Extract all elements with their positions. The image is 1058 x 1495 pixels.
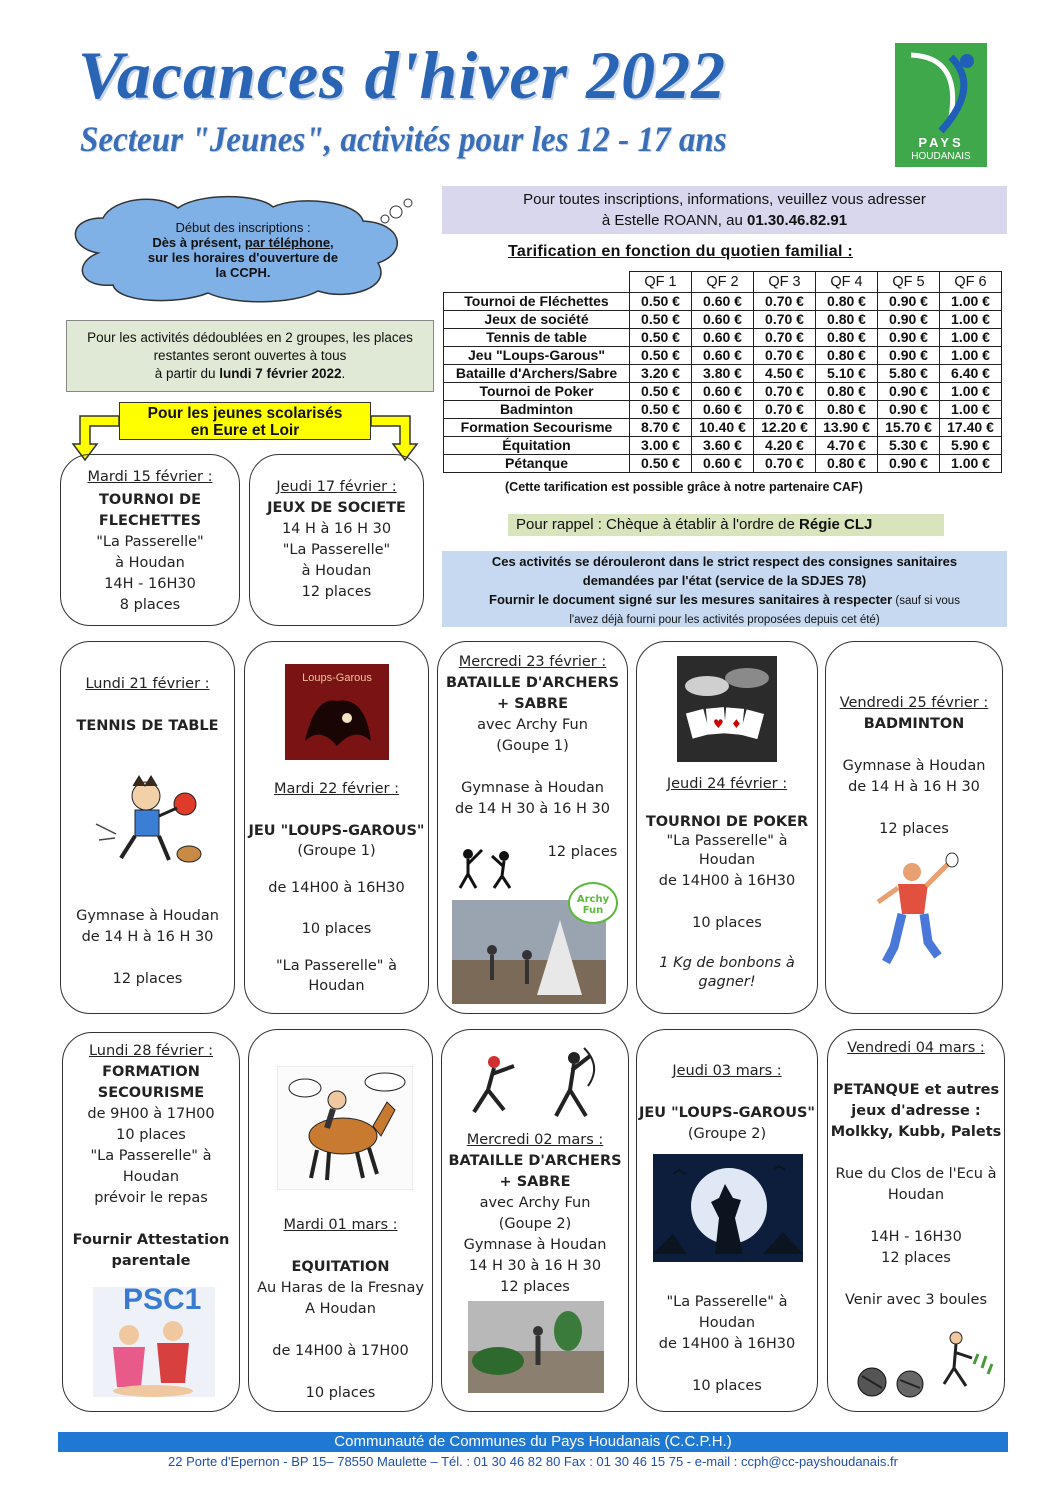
tarif-price: 0.50 € (630, 293, 692, 311)
svg-text:♥: ♥ (713, 717, 724, 731)
petanque-balls-icon (848, 1324, 994, 1400)
footer-address: 22 Porte d'Epernon - BP 15– 78550 Maulette – Tél. : 01 30 46 82 80 Fax : 01 30 46 15 75 - e-mail : ccph@cc-payshoudanais.fr (168, 1454, 898, 1469)
qf-header: QF 3 (754, 272, 816, 293)
tarif-price: 3.60 € (692, 437, 754, 455)
card-places: 8 places (119, 597, 181, 613)
tarif-row (444, 293, 1002, 311)
card-town: Houdan (308, 978, 365, 994)
tarif-row (444, 383, 1002, 401)
card-loups-garous-1 (244, 641, 429, 1014)
card-location: Gymnase à Houdan (463, 1237, 607, 1253)
sanit-line3-small: (sauf si vous (892, 595, 960, 607)
tarif-price: 0.80 € (816, 383, 878, 401)
tarif-price: 0.60 € (692, 293, 754, 311)
cloud-line4: la CCPH. (215, 265, 271, 280)
card-time: de 14 H à 16 H 30 (81, 929, 214, 945)
qf-header: QF 5 (878, 272, 940, 293)
card-title: + SABRE (497, 696, 568, 712)
card-location: Gymnase à Houdan (461, 780, 604, 796)
card-places: 12 places (879, 821, 949, 837)
card-places: 12 places (112, 971, 183, 987)
tarif-price: 0.90 € (878, 293, 940, 311)
tarif-price: 17.40 € (940, 419, 1002, 437)
card-time: de 14H00 à 16H30 (658, 873, 796, 889)
tarif-price: 0.50 € (630, 383, 692, 401)
card-places: 12 places (500, 1279, 570, 1295)
card-location: "La Passerelle" à (666, 833, 788, 849)
card-title: SECOURISME (97, 1085, 205, 1101)
card-title: FLECHETTES (98, 513, 202, 529)
card-jeux-societe (249, 454, 424, 626)
card-places: 10 places (692, 915, 762, 931)
card-time: de 14H00 à 16H30 (268, 880, 405, 896)
tarif-price: 0.70 € (754, 347, 816, 365)
tarif-activity: Tournoi de Fléchettes (444, 293, 630, 311)
card-date: Mercredi 23 février : (458, 654, 607, 670)
card-title: JEUX DE SOCIETE (267, 500, 406, 516)
tarif-corner (444, 272, 630, 293)
card-equitation (248, 1029, 433, 1412)
card-location: Gymnase à Houdan (842, 758, 986, 774)
tarif-price: 0.70 € (754, 455, 816, 473)
tarif-price: 3.00 € (630, 437, 692, 455)
ping-pong-player-icon (91, 774, 206, 874)
card-note: prévoir le repas (94, 1190, 208, 1206)
tarif-price: 0.70 € (754, 329, 816, 347)
note-line3-prefix: à partir du (154, 366, 220, 381)
tarif-price: 0.90 € (878, 455, 940, 473)
box-title: Loups-Garous (302, 672, 372, 684)
card-partner: avec Archy Fun (477, 717, 588, 733)
card-archers-1 (437, 641, 628, 1014)
card-town: Houdan (698, 852, 756, 868)
card-places: 12 places (881, 1250, 951, 1266)
tarif-price: 0.50 € (630, 311, 692, 329)
tarif-price: 0.80 € (816, 311, 878, 329)
card-time: de 14 H 30 à 16 H 30 (455, 801, 610, 817)
pays-houdanais-logo (895, 43, 987, 167)
card-places: 10 places (116, 1127, 186, 1143)
tarif-price: 4.20 € (754, 437, 816, 455)
tarif-row (444, 347, 1002, 365)
first-aid-people-icon (93, 1317, 215, 1397)
card-group: (Groupe 2) (687, 1126, 767, 1142)
groups-note (66, 320, 434, 392)
qf-header: QF 4 (816, 272, 878, 293)
note-date: lundi 7 février 2022 (219, 366, 342, 381)
card-prize: gagner! (698, 974, 756, 990)
card-date: Vendredi 25 février : (839, 695, 989, 711)
tarif-price: 0.70 € (754, 311, 816, 329)
card-places: 12 places (301, 584, 372, 600)
page-subtitle: Secteur "Jeunes", activités pour les 12 - 17 ans (80, 119, 727, 159)
card-archers-2 (441, 1029, 629, 1412)
card-date: Mardi 15 février : (87, 469, 213, 485)
card-places: 12 places (547, 844, 618, 860)
tarif-activity: Formation Secourisme (444, 419, 630, 437)
card-group: (Goupe 2) (498, 1216, 572, 1232)
cloud-line3: sur les horaires d'ouverture de (147, 250, 339, 265)
tarif-price: 5.10 € (816, 365, 878, 383)
card-title: PETANQUE et autres (832, 1082, 1000, 1098)
tarif-price: 1.00 € (940, 311, 1002, 329)
card-petanque (827, 1029, 1005, 1412)
archers-silhouette-icon (464, 1046, 610, 1124)
card-time: 14H - 16H30 (104, 576, 196, 592)
werewolf-moon-icon (653, 1154, 803, 1262)
tarif-price: 0.80 € (816, 455, 878, 473)
psc1-label: PSC1 (123, 1283, 202, 1316)
card-time: de 9H00 à 17H00 (87, 1106, 215, 1122)
card-badminton (825, 641, 1003, 1014)
cloud-line2a: Dès à présent, (152, 235, 245, 250)
tarif-price: 15.70 € (878, 419, 940, 437)
tarif-heading: Tarification en fonction du quotien familial : (508, 243, 854, 260)
tarif-price: 0.60 € (692, 455, 754, 473)
card-title: jeux d'adresse : (851, 1103, 981, 1119)
card-group: (Groupe 1) (297, 843, 376, 859)
tarif-price: 5.30 € (878, 437, 940, 455)
tarif-price: 1.00 € (940, 383, 1002, 401)
card-date: Mardi 01 mars : (283, 1217, 398, 1233)
rappel-payee: Régie CLJ (799, 516, 873, 533)
card-requirement: parentale (111, 1253, 191, 1269)
tarif-price: 12.20 € (754, 419, 816, 437)
inscription-info (118, 220, 368, 280)
loups-garous-box-image (285, 664, 389, 760)
tarif-row (444, 437, 1002, 455)
tarif-activity: Pétanque (444, 455, 630, 473)
tarif-activity: Tournoi de Poker (444, 383, 630, 401)
card-date: Vendredi 04 mars : (847, 1040, 985, 1056)
tarif-price: 0.80 € (816, 401, 878, 419)
tarif-activity: Bataille d'Archers/Sabre (444, 365, 630, 383)
card-location: "La Passerelle" à (90, 1148, 212, 1164)
card-date: Mardi 22 février : (274, 781, 399, 797)
tarif-price: 3.20 € (630, 365, 692, 383)
qf-header: QF 6 (940, 272, 1002, 293)
card-time: de 14H00 à 17H00 (272, 1343, 409, 1359)
tarif-price: 0.80 € (816, 293, 878, 311)
tarif-price: 10.40 € (692, 419, 754, 437)
tarif-price: 0.90 € (878, 383, 940, 401)
tarif-activity: Jeux de société (444, 311, 630, 329)
card-note: Venir avec 3 boules (844, 1292, 988, 1308)
card-time: de 14 H à 16 H 30 (848, 779, 980, 795)
card-flechettes (60, 454, 240, 626)
card-time: de 14H00 à 16H30 (658, 1336, 796, 1352)
tarif-price: 0.60 € (692, 329, 754, 347)
note-line2: restantes seront ouvertes à tous (153, 348, 347, 363)
card-time: 14 H 30 à 16 H 30 (468, 1258, 602, 1274)
tarif-price: 3.80 € (692, 365, 754, 383)
tarif-row (444, 401, 1002, 419)
tarif-price: 5.80 € (878, 365, 940, 383)
card-town: Houdan (122, 1169, 180, 1185)
contact-line2: à Estelle ROANN, au (601, 212, 747, 229)
poker-chips-cards-icon (677, 656, 777, 762)
card-group: (Goupe 1) (496, 738, 569, 754)
tarif-price: 0.50 € (630, 455, 692, 473)
qf-header: QF 1 (630, 272, 692, 293)
tarif-price: 0.80 € (816, 329, 878, 347)
tarif-price: 0.60 € (692, 401, 754, 419)
horse-rider-icon (277, 1066, 413, 1190)
tarif-activity: Équitation (444, 437, 630, 455)
tarif-price: 0.90 € (878, 347, 940, 365)
tarif-row (444, 311, 1002, 329)
psc1-image (93, 1283, 215, 1397)
cheque-reminder (508, 514, 944, 536)
cloud-line2b: par téléphone, (244, 235, 334, 250)
logo-text-houdanais: HOUDANAIS (911, 151, 971, 162)
tarif-price: 0.50 € (630, 329, 692, 347)
card-date: Jeudi 03 mars : (672, 1063, 782, 1079)
tarif-price: 8.70 € (630, 419, 692, 437)
logo-text-pays: PAYS (918, 135, 964, 150)
note-line3-suffix: . (341, 366, 346, 381)
tarif-price: 1.00 € (940, 401, 1002, 419)
tarif-activity: Jeu "Loups-Garous" (444, 347, 630, 365)
card-time: 14 H à 16 H 30 (281, 521, 392, 537)
tarif-price: 0.70 € (754, 293, 816, 311)
card-prize: 1 Kg de bonbons à (659, 955, 795, 971)
card-date: Jeudi 17 février : (276, 479, 397, 495)
sanit-line4: l'avez déjà fourni pour les activités proposées depuis cet été) (569, 614, 880, 626)
tarif-price: 1.00 € (940, 455, 1002, 473)
sanit-line3: Fournir le document signé sur les mesures sanitaires à respecter (489, 592, 893, 607)
card-date: Lundi 28 février : (88, 1043, 214, 1059)
card-places: 10 places (692, 1378, 762, 1394)
tarif-table (443, 271, 1002, 473)
contact-line1: Pour toutes inscriptions, informations, veuillez vous adresser (523, 191, 926, 208)
card-title: BATAILLE D'ARCHERS (445, 675, 620, 691)
cloud-line1: Début des inscriptions : (175, 220, 311, 235)
tarif-price: 6.40 € (940, 365, 1002, 383)
card-tennis (60, 641, 235, 1014)
card-games: Molkky, Kubb, Palets (830, 1124, 1002, 1140)
card-title: TENNIS DE TABLE (76, 718, 219, 734)
archery-tag-photo-icon (468, 1301, 604, 1393)
tarif-price: 0.60 € (692, 311, 754, 329)
card-loups-garous-2 (636, 1029, 818, 1412)
card-town: Houdan (698, 1315, 756, 1331)
tarif-price: 0.90 € (878, 401, 940, 419)
qf-header: QF 2 (692, 272, 754, 293)
tarif-price: 1.00 € (940, 347, 1002, 365)
sanit-line1: Ces activités se dérouleront dans le strict respect des consignes sanitaires (491, 554, 958, 569)
badminton-player-icon (868, 852, 964, 970)
card-title: FORMATION (102, 1064, 200, 1080)
card-location: Rue du Clos de l'Ecu à (835, 1166, 997, 1182)
card-town: à Houdan (115, 555, 185, 571)
card-requirement: Fournir Attestation (72, 1232, 230, 1248)
tarif-price: 4.50 € (754, 365, 816, 383)
card-secourisme (62, 1032, 240, 1412)
tarif-price: 0.50 € (630, 401, 692, 419)
rappel-text: Pour rappel : Chèque à établir à l'ordre de (516, 516, 800, 533)
card-title: TOURNOI DE POKER (645, 814, 809, 830)
card-places: 10 places (305, 1385, 376, 1401)
tarif-price: 0.70 € (754, 401, 816, 419)
card-title: BATAILLE D'ARCHERS (448, 1153, 622, 1169)
card-location: "La Passerelle" à (666, 1294, 788, 1310)
tarif-price: 0.60 € (692, 383, 754, 401)
tarif-price: 5.90 € (940, 437, 1002, 455)
card-date: Mercredi 02 mars : (466, 1132, 604, 1148)
card-town: à Houdan (301, 563, 372, 579)
card-title: BADMINTON (863, 716, 965, 732)
caf-note: (Cette tarification est possible grâce à notre partenaire CAF) (505, 480, 863, 494)
logo-swoosh-icon (901, 47, 981, 135)
sanit-line2: demandées par l'état (service de la SDJES 78) (582, 573, 867, 588)
card-title: + SABRE (499, 1174, 571, 1190)
tarif-row (444, 455, 1002, 473)
tarif-price: 0.70 € (754, 383, 816, 401)
card-location: Au Haras de la Fresnay (257, 1280, 424, 1296)
svg-text:♦: ♦ (731, 717, 742, 731)
tarif-price: 1.00 € (940, 329, 1002, 347)
card-title: JEU "LOUPS-GAROUS" (248, 823, 425, 839)
card-date: Jeudi 24 février : (666, 776, 788, 792)
tarif-price: 0.90 € (878, 329, 940, 347)
card-location: "La Passerelle" (96, 534, 204, 550)
tarif-price: 0.60 € (692, 347, 754, 365)
tarif-price: 0.80 € (816, 347, 878, 365)
tarif-header-row (444, 272, 1002, 293)
contact-phone: 01.30.46.82.91 (746, 212, 848, 229)
archy-fun-logo: Archy Fun (568, 882, 618, 924)
tarif-price: 1.00 € (940, 293, 1002, 311)
card-partner: avec Archy Fun (479, 1195, 591, 1211)
card-location: "La Passerelle" à (276, 958, 397, 974)
footer-org: Communauté de Communes du Pays Houdanais (C.C.P.H.) (58, 1432, 1008, 1452)
note-line1: Pour les activités dédoublées en 2 groupes, les places (87, 330, 413, 345)
card-town: Houdan (887, 1187, 945, 1203)
card-title: EQUITATION (291, 1259, 390, 1275)
card-places: 10 places (301, 921, 372, 937)
wolf-head-icon (295, 686, 379, 756)
card-poker (636, 641, 818, 1014)
card-location: Gymnase à Houdan (76, 908, 219, 924)
contact-box (442, 186, 1007, 234)
card-town: A Houdan (305, 1301, 376, 1317)
tarif-price: 4.70 € (816, 437, 878, 455)
card-title: TOURNOI DE (98, 492, 201, 508)
tarif-activity: Tennis de table (444, 329, 630, 347)
card-time: 14H - 16H30 (870, 1229, 962, 1245)
sanitary-notice (442, 551, 1007, 627)
tarif-price: 13.90 € (816, 419, 878, 437)
tarif-price: 0.90 € (878, 311, 940, 329)
card-date: Lundi 21 février : (85, 676, 210, 692)
tarif-activity: Badminton (444, 401, 630, 419)
tarif-row (444, 329, 1002, 347)
banner-line1: Pour les jeunes scolarisés (147, 405, 343, 422)
card-location: "La Passerelle" (282, 542, 391, 558)
card-title: JEU "LOUPS-GAROUS" (639, 1105, 815, 1121)
tarif-price: 0.50 € (630, 347, 692, 365)
tarif-row (444, 365, 1002, 383)
banner-line2: en Eure et Loir (190, 422, 300, 439)
tarif-row (444, 419, 1002, 437)
page-title: Vacances d'hiver 2022 (78, 37, 727, 113)
